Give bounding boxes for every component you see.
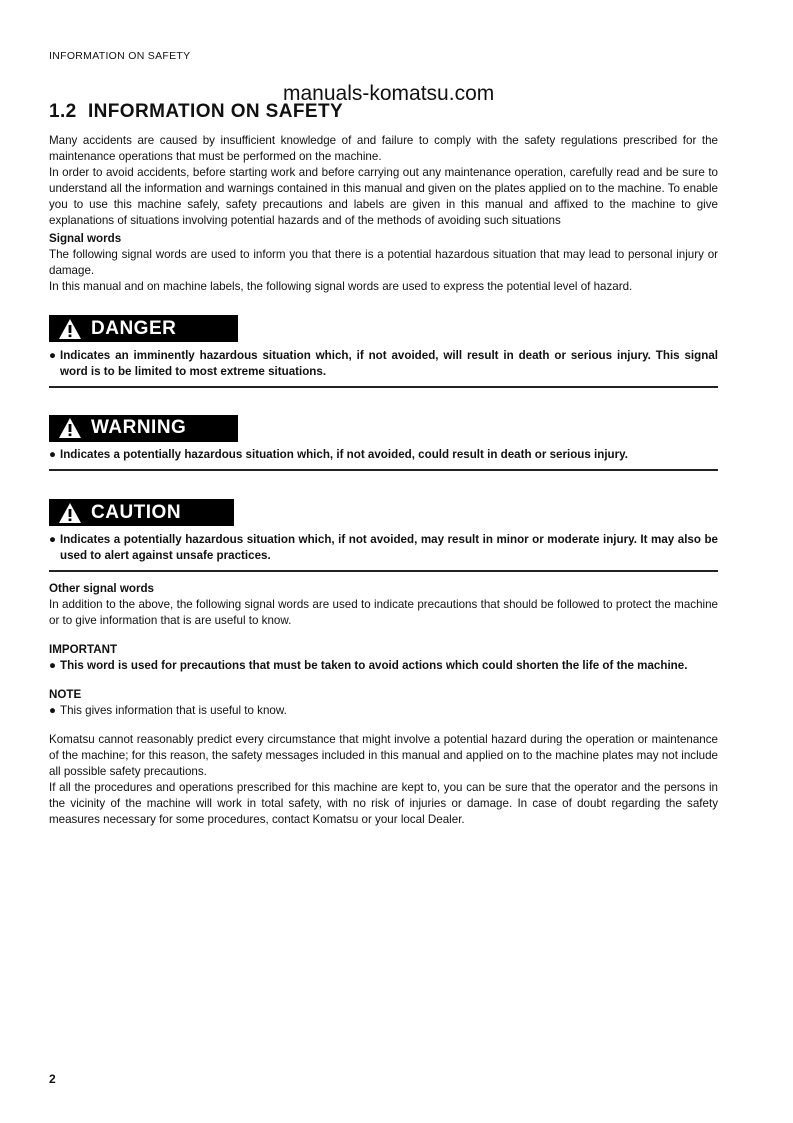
danger-text: Indicates an imminently hazardous situation which, if not avoided, will result in death or serious injury. This signal word is to be limited to most extreme situations. [60, 348, 718, 378]
warning-label-text: WARNING [91, 417, 187, 438]
warning-text: Indicates a potentially hazardous situation which, if not avoided, could result in death or serious injury. [60, 448, 628, 461]
intro-paragraph-2: In order to avoid accidents, before starting work and before carrying out any maintenance operation, carefully read and be sure to understand all the information and warnings contained in this manual and given on the plates applied on to the machine. To enable you to use this machine safely, safety precautions and labels are given in this manual and affixed to the machine to give explanations of situations involving potential hazards and of the methods of avoiding such situations [49, 166, 718, 227]
caution-block [49, 499, 718, 572]
caution-description [49, 532, 718, 564]
caution-text: Indicates a potentially hazardous situation which, if not avoided, may result in minor or moderate injury. It may also be used to alert against unsafe practices. [60, 532, 718, 562]
section-number: 1.2 [49, 101, 77, 122]
bullet: ● [49, 448, 57, 461]
bullet: ● [49, 532, 57, 546]
bullet: ● [49, 348, 57, 362]
danger-description [49, 348, 718, 380]
warning-label [49, 415, 238, 442]
other-signal-words-heading: Other signal words [49, 581, 155, 595]
intro-paragraph-1: Many accidents are caused by insufficient knowledge of and failure to comply with the safety regulations prescribed for the maintenance operations that must be performed on the machine. [49, 134, 718, 163]
closing-paragraph-2: If all the procedures and operations prescribed for this machine are kept to, you can be sure that the operator and the persons in the vicinity of the machine will work in total safety, with no risk of injuries or damage. In case of doubt regarding the safety measures necessary for some procedures, contact Komatsu or your local Dealer. [49, 780, 718, 826]
page-number: 2 [49, 1072, 56, 1086]
important-description [49, 658, 718, 674]
warning-triangle-icon [58, 417, 82, 439]
page-content [49, 133, 718, 828]
other-signal-words-text: In addition to the above, the following signal words are used to indicate precautions that should be followed to protect the machine or to give information that is are useful to know. [49, 597, 718, 627]
warning-triangle-icon [58, 318, 82, 340]
signal-words-heading: Signal words [49, 232, 122, 245]
danger-block [49, 315, 718, 388]
section-title-text: INFORMATION ON SAFETY [87, 101, 344, 122]
warning-description [49, 447, 718, 463]
signal-words-paragraph-2: In this manual and on machine labels, the following signal words are used to express the potential level of hazard. [49, 280, 633, 293]
important-text: This word is used for precautions that must be taken to avoid actions which could shorten the life of the machine. [60, 658, 688, 672]
danger-label-text: DANGER [91, 317, 177, 339]
bullet: ● [49, 703, 57, 717]
caution-label [49, 499, 234, 526]
important-heading: IMPORTANT [49, 642, 118, 656]
signal-words-paragraph-1: The following signal words are used to inform you that there is a potential hazardous situation that may lead to personal injury or damage. [49, 248, 718, 277]
bullet: ● [49, 658, 57, 672]
section-title [49, 101, 343, 123]
caution-label-text: CAUTION [91, 501, 182, 523]
watermark: manuals-komatsu.com [283, 82, 495, 105]
closing-paragraph-1: Komatsu cannot reasonably predict every circumstance that might involve a potential hazard during the operation or maintenance of the machine; for this reason, the safety messages included in this manual and applied on to the machine plates may not include all possible safety precautions. [49, 732, 718, 778]
note-description [49, 703, 718, 719]
warning-triangle-icon [58, 502, 82, 524]
note-heading: NOTE [49, 687, 82, 701]
note-text: This gives information that is useful to know. [60, 703, 287, 717]
warning-block [49, 415, 718, 472]
running-header: INFORMATION ON SAFETY [49, 50, 191, 62]
danger-label [49, 315, 238, 342]
